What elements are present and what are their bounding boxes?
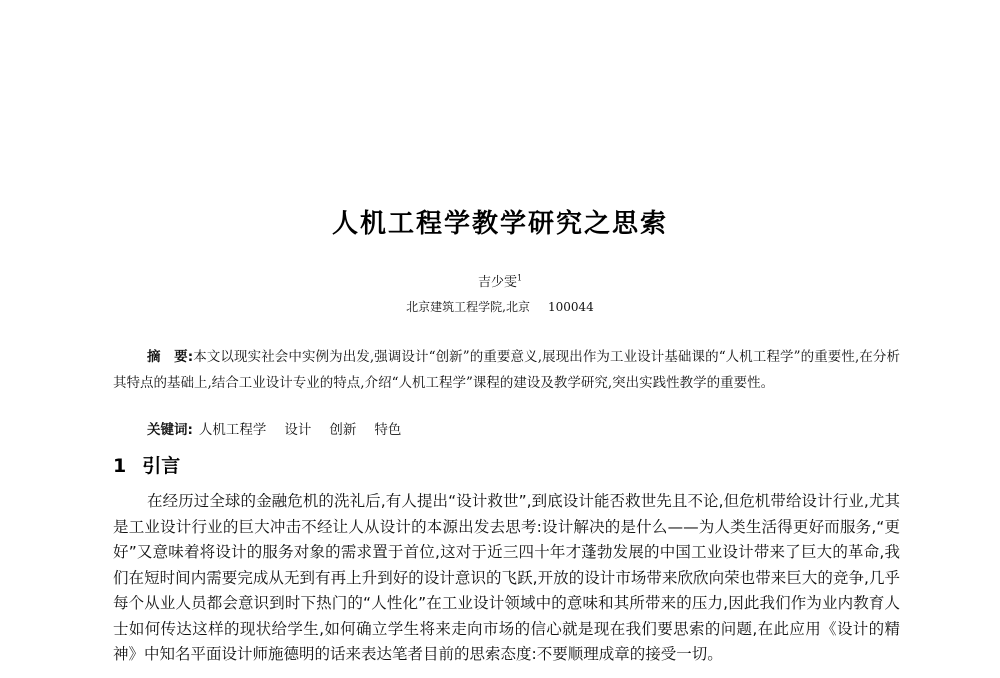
affiliation-name: 北京建筑工程学院,北京 xyxy=(406,300,530,314)
author-line xyxy=(0,271,1000,290)
section-heading xyxy=(113,451,180,478)
section-title: 引言 xyxy=(142,455,181,477)
keyword: 特色 xyxy=(374,422,402,438)
keywords-label: 关键词: xyxy=(147,422,193,438)
section-paragraph: 在经历过全球的金融危机的洗礼后,有人提出“设计救世”,到底设计能否救世先且不论,但危机带给设计行业,尤其是工业设计行业的巨大冲击不经让人从设计的本源出发去思考:设计解决的是什么——为人类生活得更好而服务,“更好”又意味着将设计的服务对象的需求置于首位,这对于近三四十年才蓬勃发展的中国工业设计带来了巨大的革命,我们在短时间内需要完成从无到有再上升到好的设计意识的飞跃,开放的设计市场带来欣欣向荣也带来巨大的竞争,几乎每个从业人员都会意识到时下热门的“人性化”在工业设计领域中的意味和其所带来的压力,因此我们作为业内教育人士如何传达这样的现状给学生,如何确立学生将来走向市场的信心就是现在我们要思索的问题,在此应用《设计的精神》中知名平面设计师施德明的话来表达笔者目前的思索态度:不要顺理成章的接受一切。 xyxy=(113,492,900,663)
author-name: 吉少雯 xyxy=(477,275,517,290)
keywords-block xyxy=(147,419,907,441)
abstract-text: 本文以现实社会中实例为出发,强调设计“创新”的重要意义,展现出作为工业设计基础课的“人机工程学”的重要性,在分析其特点的基础上,结合工业设计专业的特点,介绍“人机工程学”课程的建设及教学研究,突出实践性教学的重要性。 xyxy=(113,349,901,391)
abstract-block xyxy=(113,344,900,396)
keyword: 创新 xyxy=(329,422,357,438)
paper-title: 人机工程学教学研究之思索 xyxy=(331,209,668,239)
affiliation-line xyxy=(0,298,1000,315)
postcode: 100044 xyxy=(548,300,594,314)
keyword: 设计 xyxy=(284,422,312,438)
keyword: 人机工程学 xyxy=(198,422,267,438)
abstract-label: 摘 要: xyxy=(147,349,194,365)
author-footnote-mark: 1 xyxy=(516,273,523,283)
section-number: 1 xyxy=(113,455,127,477)
